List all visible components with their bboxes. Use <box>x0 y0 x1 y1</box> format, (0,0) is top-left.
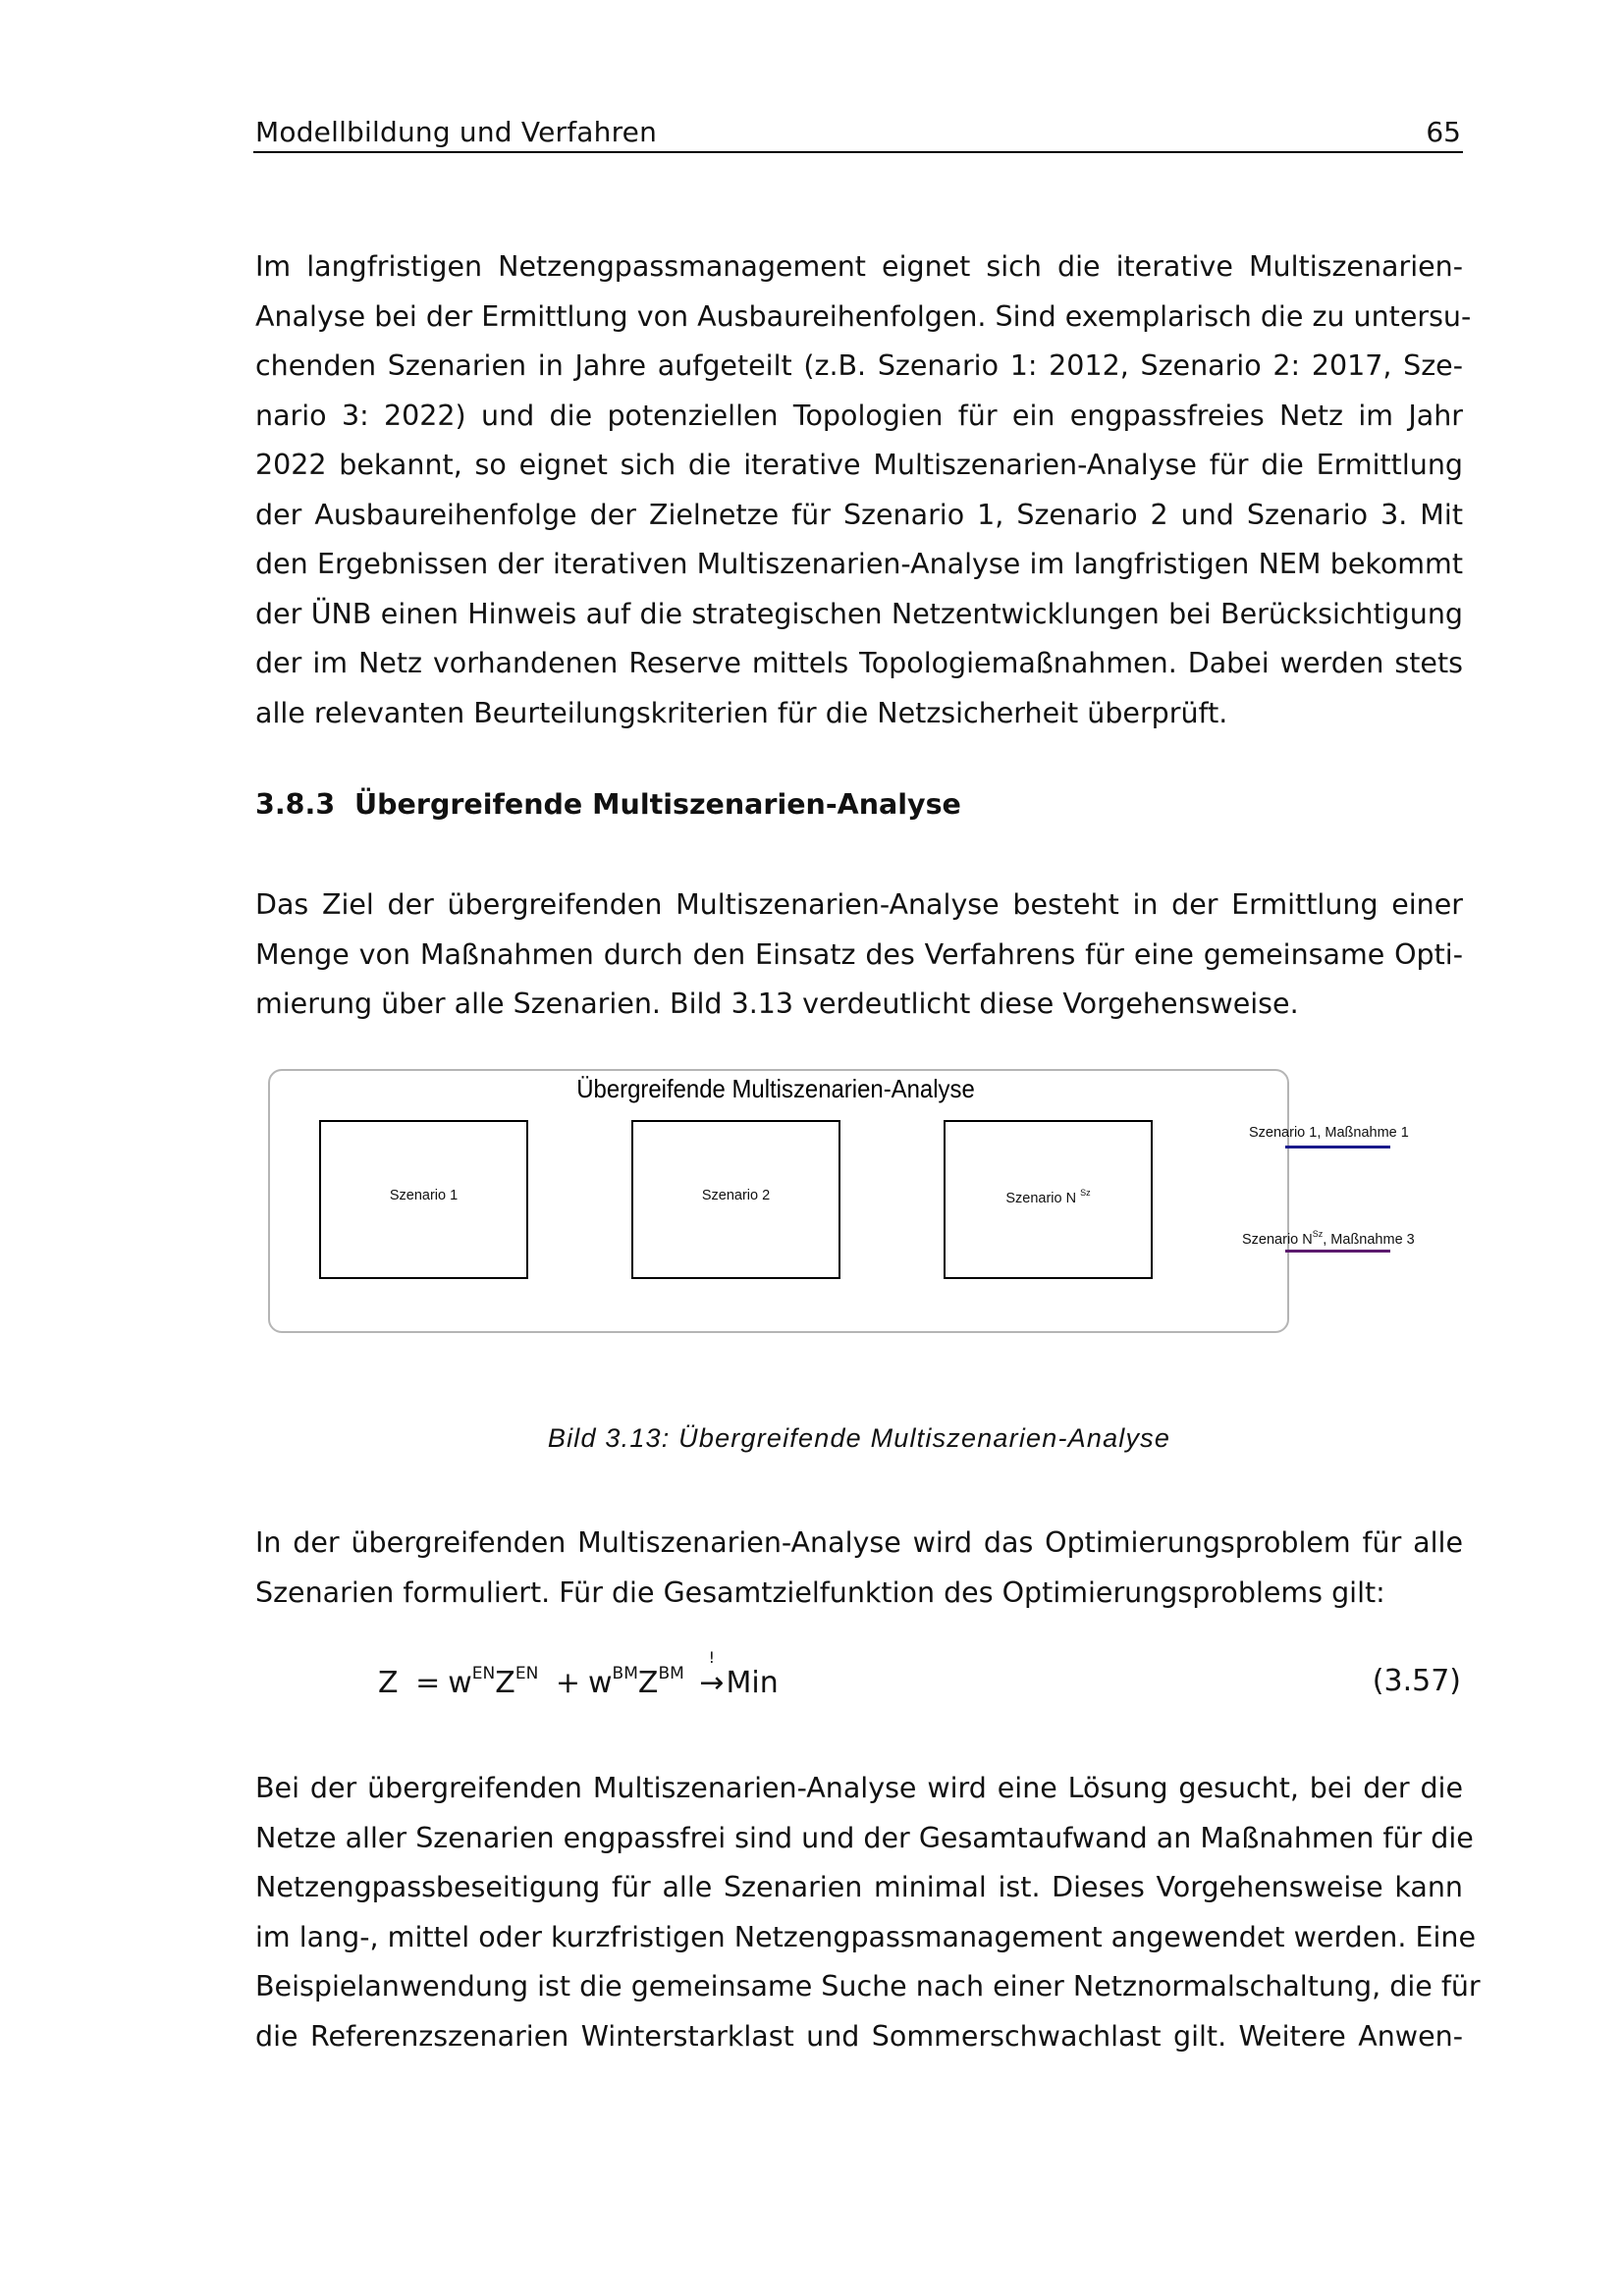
figure-caption: Bild 3.13: Übergreifende Multiszenarien-Analyse <box>547 1423 1171 1453</box>
equation-3-57: $Z = w^{EN}Z^{EN} + w^{BM}Z^{BM}$ ! →Min <box>378 1648 779 1700</box>
text-line: Netze aller Szenarien engpassfrei sind und der Gesamtaufwand an Maßnahmen für die <box>255 1821 1474 1854</box>
scenario-box-1 <box>319 1120 528 1279</box>
scenario-label: Szenario 2 <box>701 1188 771 1203</box>
legend-label-1: Szenario 1, Maßnahme 1 <box>1249 1125 1409 1141</box>
text-line: nario 3: 2022) und die potenziellen Topologien für ein engpassfreies Netz im Jahr <box>255 399 1463 432</box>
text-line: Im langfristigen Netzengpassmanagement eignet sich die iterative Multiszenarien- <box>255 250 1463 283</box>
text-line: mierung über alle Szenarien. Bild 3.13 verdeutlicht diese Vorgehensweise. <box>255 988 1299 1020</box>
legend-line-purple <box>1285 1250 1390 1253</box>
running-title: Modellbildung und Verfahren <box>255 116 658 148</box>
text-line: die Referenzszenarien Winterstarklast und Sommerschwachlast gilt. Weitere Anwen- <box>255 2019 1463 2053</box>
text-line: Menge von Maßnahmen durch den Einsatz des Verfahrens für eine gemeinsame Opti- <box>255 937 1463 971</box>
text-line: Netzengpassbeseitigung für alle Szenarien minimal ist. Dieses Vorgehensweise kann <box>255 1871 1463 1903</box>
text-line: chenden Szenarien in Jahre aufgeteilt (z.B. Szenario 1: 2012, Szenario 2: 2017, Sze- <box>255 349 1463 382</box>
text-line: alle relevanten Beurteilungskriterien für die Netzsicherheit überprüft. <box>255 696 1228 729</box>
section-heading <box>255 788 961 821</box>
scenario-label: Szenario N $^{Sz}$ <box>1005 1188 1091 1206</box>
text-line: der ÜNB einen Hinweis auf die strategischen Netzentwicklungen bei Berücksichtigung <box>255 597 1463 630</box>
figure-title: Übergreifende Multiszenarien-Analyse <box>576 1074 975 1103</box>
equation-number: (3.57) <box>1372 1664 1461 1698</box>
paragraph-4 <box>255 1764 1481 2061</box>
legend-line-blue <box>1285 1146 1390 1148</box>
section-title: Übergreifende Multiszenarien-Analyse <box>354 788 961 821</box>
text-line: der Ausbaureihenfolge der Zielnetze für Szenario 1, Szenario 2 und Szenario 3. Mit <box>255 498 1463 531</box>
scenario-label: Szenario 1 <box>389 1188 459 1203</box>
header-rule <box>253 151 1463 153</box>
scenario-box-n <box>944 1120 1153 1279</box>
text-line: In der übergreifenden Multiszenarien-Analyse wird das Optimierungsproblem für alle <box>255 1526 1463 1559</box>
paragraph-2 <box>255 881 1463 1030</box>
running-header <box>253 112 1463 151</box>
text-line: Szenarien formuliert. Für die Gesamtzielfunktion des Optimierungsproblems gilt: <box>255 1575 1385 1609</box>
text-line: 2022 bekannt, so eignet sich die iterative Multiszenarien-Analyse für die Ermittlung <box>255 449 1463 481</box>
text-line: der im Netz vorhandenen Reserve mittels Topologiemaßnahmen. Dabei werden stets <box>255 647 1463 679</box>
section-number: 3.8.3 <box>255 788 336 821</box>
text-line: Bei der übergreifenden Multiszenarien-Analyse wird eine Lösung gesucht, bei der die <box>255 1772 1463 1804</box>
text-line: Das Ziel der übergreifenden Multiszenarien-Analyse besteht in der Ermittlung einer <box>255 888 1463 921</box>
legend-label-2: Szenario $N^{Sz}$, Maßnahme 3 <box>1242 1229 1415 1248</box>
text-line: Beispielanwendung ist die gemeinsame Suche nach einer Netznormalschaltung, die für <box>255 1970 1481 2002</box>
paragraph-1 <box>255 242 1472 738</box>
arrow-icon: ! → <box>699 1648 725 1700</box>
text-line: Analyse bei der Ermittlung von Ausbaureihenfolgen. Sind exemplarisch die zu untersu- <box>255 299 1472 333</box>
paragraph-3 <box>255 1519 1463 1618</box>
scenario-box-2 <box>631 1120 840 1279</box>
page-number: 65 <box>1426 116 1461 148</box>
text-line: im lang-, mittel oder kurzfristigen Netzengpassmanagement angewendet werden. Eine <box>255 1920 1476 1953</box>
text-line: den Ergebnissen der iterativen Multiszenarien-Analyse im langfristigen NEM bekommt <box>255 548 1463 580</box>
